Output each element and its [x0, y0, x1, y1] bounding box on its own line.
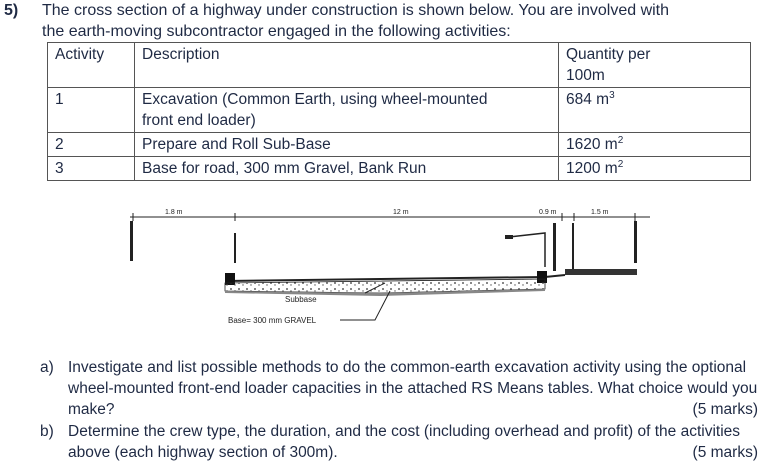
label-base: Base= 300 mm GRAVEL [228, 316, 317, 325]
table-row [48, 157, 751, 181]
row2-exp: 2 [617, 134, 624, 146]
row2-description: Prepare and Roll Sub-Base [135, 133, 559, 157]
dim-label-mid: 12 m [393, 209, 409, 216]
header-quantity [559, 43, 751, 88]
dim-label-r1: 0.9 m [539, 209, 557, 216]
label-subbase: Subbase [285, 295, 317, 304]
table-header-row [48, 43, 751, 88]
question-number: 5) [4, 2, 19, 19]
header-quantity-line1: Quantity per [566, 46, 651, 63]
row1-desc-line2: front end loader) [142, 112, 256, 129]
row1-desc-line1: Excavation (Common Earth, using wheel-mounted [142, 91, 488, 108]
right-post-2 [572, 223, 574, 271]
part-b-marks: (5 marks) [692, 444, 758, 461]
table-row [48, 133, 751, 157]
row1-qty: 684 m [566, 91, 610, 108]
part-a-marks: (5 marks) [692, 401, 758, 418]
left-wall [130, 221, 133, 261]
row3-qty: 1200 m [566, 160, 618, 177]
question-header [2, 0, 778, 42]
row2-quantity [559, 133, 751, 157]
row3-exp: 2 [617, 158, 624, 170]
question-intro-line2: the earth-moving subcontractor engaged in the following activities: [42, 23, 511, 40]
header-description: Description [135, 43, 559, 88]
question-intro-line1: The cross section of a highway under construction is shown below. You are involved with [42, 2, 670, 19]
row3-activity: 3 [48, 157, 135, 181]
row2-qty: 1620 m [566, 136, 618, 153]
row2-activity: 2 [48, 133, 135, 157]
header-activity: Activity [48, 43, 135, 88]
part-b [40, 421, 760, 463]
row3-description: Base for road, 300 mm Gravel, Bank Run [135, 157, 559, 181]
part-a [40, 357, 760, 420]
dim-label-r2: 1.5 m [591, 209, 609, 216]
row1-description [135, 88, 559, 133]
part-a-text: Investigate and list possible methods to do the common-earth excavation activity using the optional wheel-mounted front-end loader capacities in the attached RS Means tables. What choice would you make? [68, 359, 758, 418]
header-quantity-line2: 100m [566, 67, 605, 84]
row1-activity: 1 [48, 88, 135, 133]
part-b-text: Determine the crew type, the duration, and the cost (including overhead and profit) of the activities above (each highway section of 300m). [68, 423, 741, 461]
activities-table [47, 42, 751, 181]
dim-label-left: 1.8 m [165, 209, 183, 216]
row3-quantity [559, 157, 751, 181]
part-a-label: a) [40, 359, 54, 376]
question-parts [40, 357, 760, 464]
right-post-1 [553, 223, 556, 271]
row1-quantity [559, 88, 751, 133]
part-b-label: b) [40, 423, 54, 440]
row1-exp: 3 [609, 89, 615, 101]
left-post [234, 233, 236, 263]
right-wall [634, 221, 637, 263]
sidewalk-right [565, 269, 637, 275]
highway-cross-section-figure [125, 203, 655, 333]
table-row [48, 88, 751, 133]
lamp-head [505, 235, 513, 239]
light-pole [509, 233, 545, 267]
